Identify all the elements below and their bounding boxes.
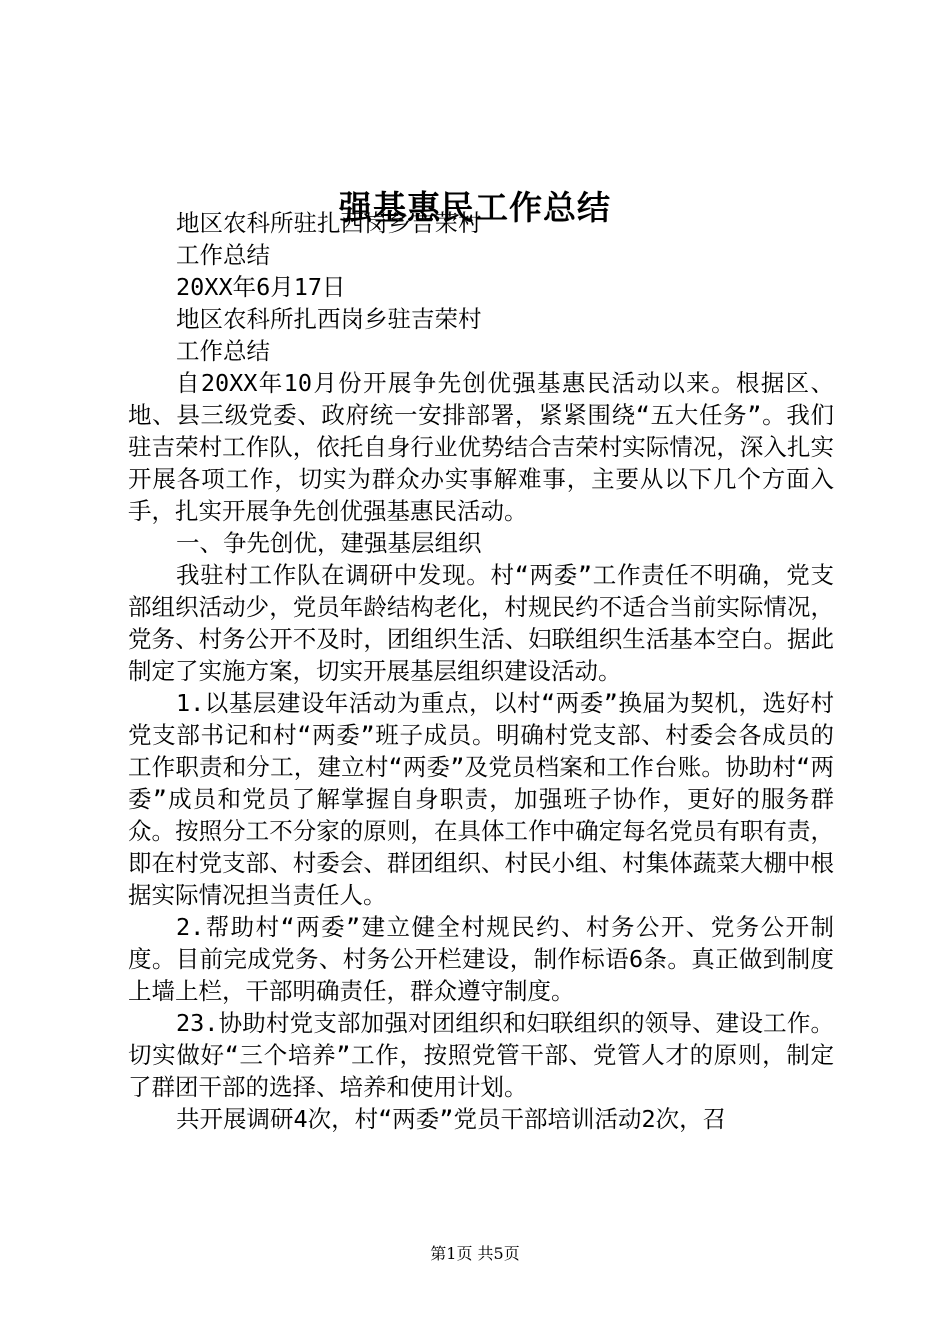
list-item-3: 23.协助村党支部加强对团组织和妇联组织的领导、建设工作。切实做好“三个培养”工作，按照党管干部、党管人才的原则，制定了群团干部的选择、培养和使用计划。 — [128, 1009, 834, 1101]
page-footer: 第1页 共5页 — [430, 1244, 520, 1263]
body-paragraph-continued: 共开展调研4次，村“两委”党员干部培训活动2次，召 — [176, 1105, 727, 1133]
section-heading-1: 一、争先创优，建强基层组织 — [176, 529, 482, 557]
list-item-1: 1.以基层建设年活动为重点，以村“两委”换届为契机，选好村党支部书记和村“两委”班子成员。明确村党支部、村委会各成员的工作职责和分工，建立村“两委”及党员档案和工作台账。协助村“两委”成员和党员了解掌握自身职责，加强班子协作，更好的服务群众。按照分工不分家的原则，在具体工作中确定每名党员有职有责，即在村党支部、村委会、群团组织、村民小组、村集体蔬菜大棚中根据实际情况担当责任人。 — [128, 689, 834, 909]
header-line-date: 20XX年6月17日 — [176, 273, 346, 301]
header-line-institute-repeat: 地区农科所扎西岗乡驻吉荣村 — [176, 305, 482, 333]
header-line-summary: 工作总结 — [176, 241, 270, 269]
header-line-institute: 地区农科所驻扎西岗乡吉荣村 — [176, 209, 482, 237]
header-line-summary-repeat: 工作总结 — [176, 337, 270, 365]
intro-paragraph: 自20XX年10月份开展争先创优强基惠民活动以来。根据区、地、县三级党委、政府统一安排部署，紧紧围绕“五大任务”。我们驻吉荣村工作队，依托自身行业优势结合吉荣村实际情况，深入扎实开展各项工作，切实为群众办实事解难事，主要从以下几个方面入手，扎实开展争先创优强基惠民活动。 — [128, 369, 834, 525]
list-item-2: 2.帮助村“两委”建立健全村规民约、村务公开、党务公开制度。目前完成党务、村务公开栏建设，制作标语6条。真正做到制度上墙上栏，干部明确责任，群众遵守制度。 — [128, 913, 834, 1005]
document-body — [128, 207, 834, 1135]
body-paragraph: 我驻村工作队在调研中发现。村“两委”工作责任不明确，党支部组织活动少，党员年龄结构老化，村规民约不适合当前实际情况，党务、村务公开不及时，团组织生活、妇联组织生活基本空白。据此制定了实施方案，切实开展基层组织建设活动。 — [128, 561, 834, 685]
document-title: 强基惠民工作总结 — [339, 188, 611, 227]
